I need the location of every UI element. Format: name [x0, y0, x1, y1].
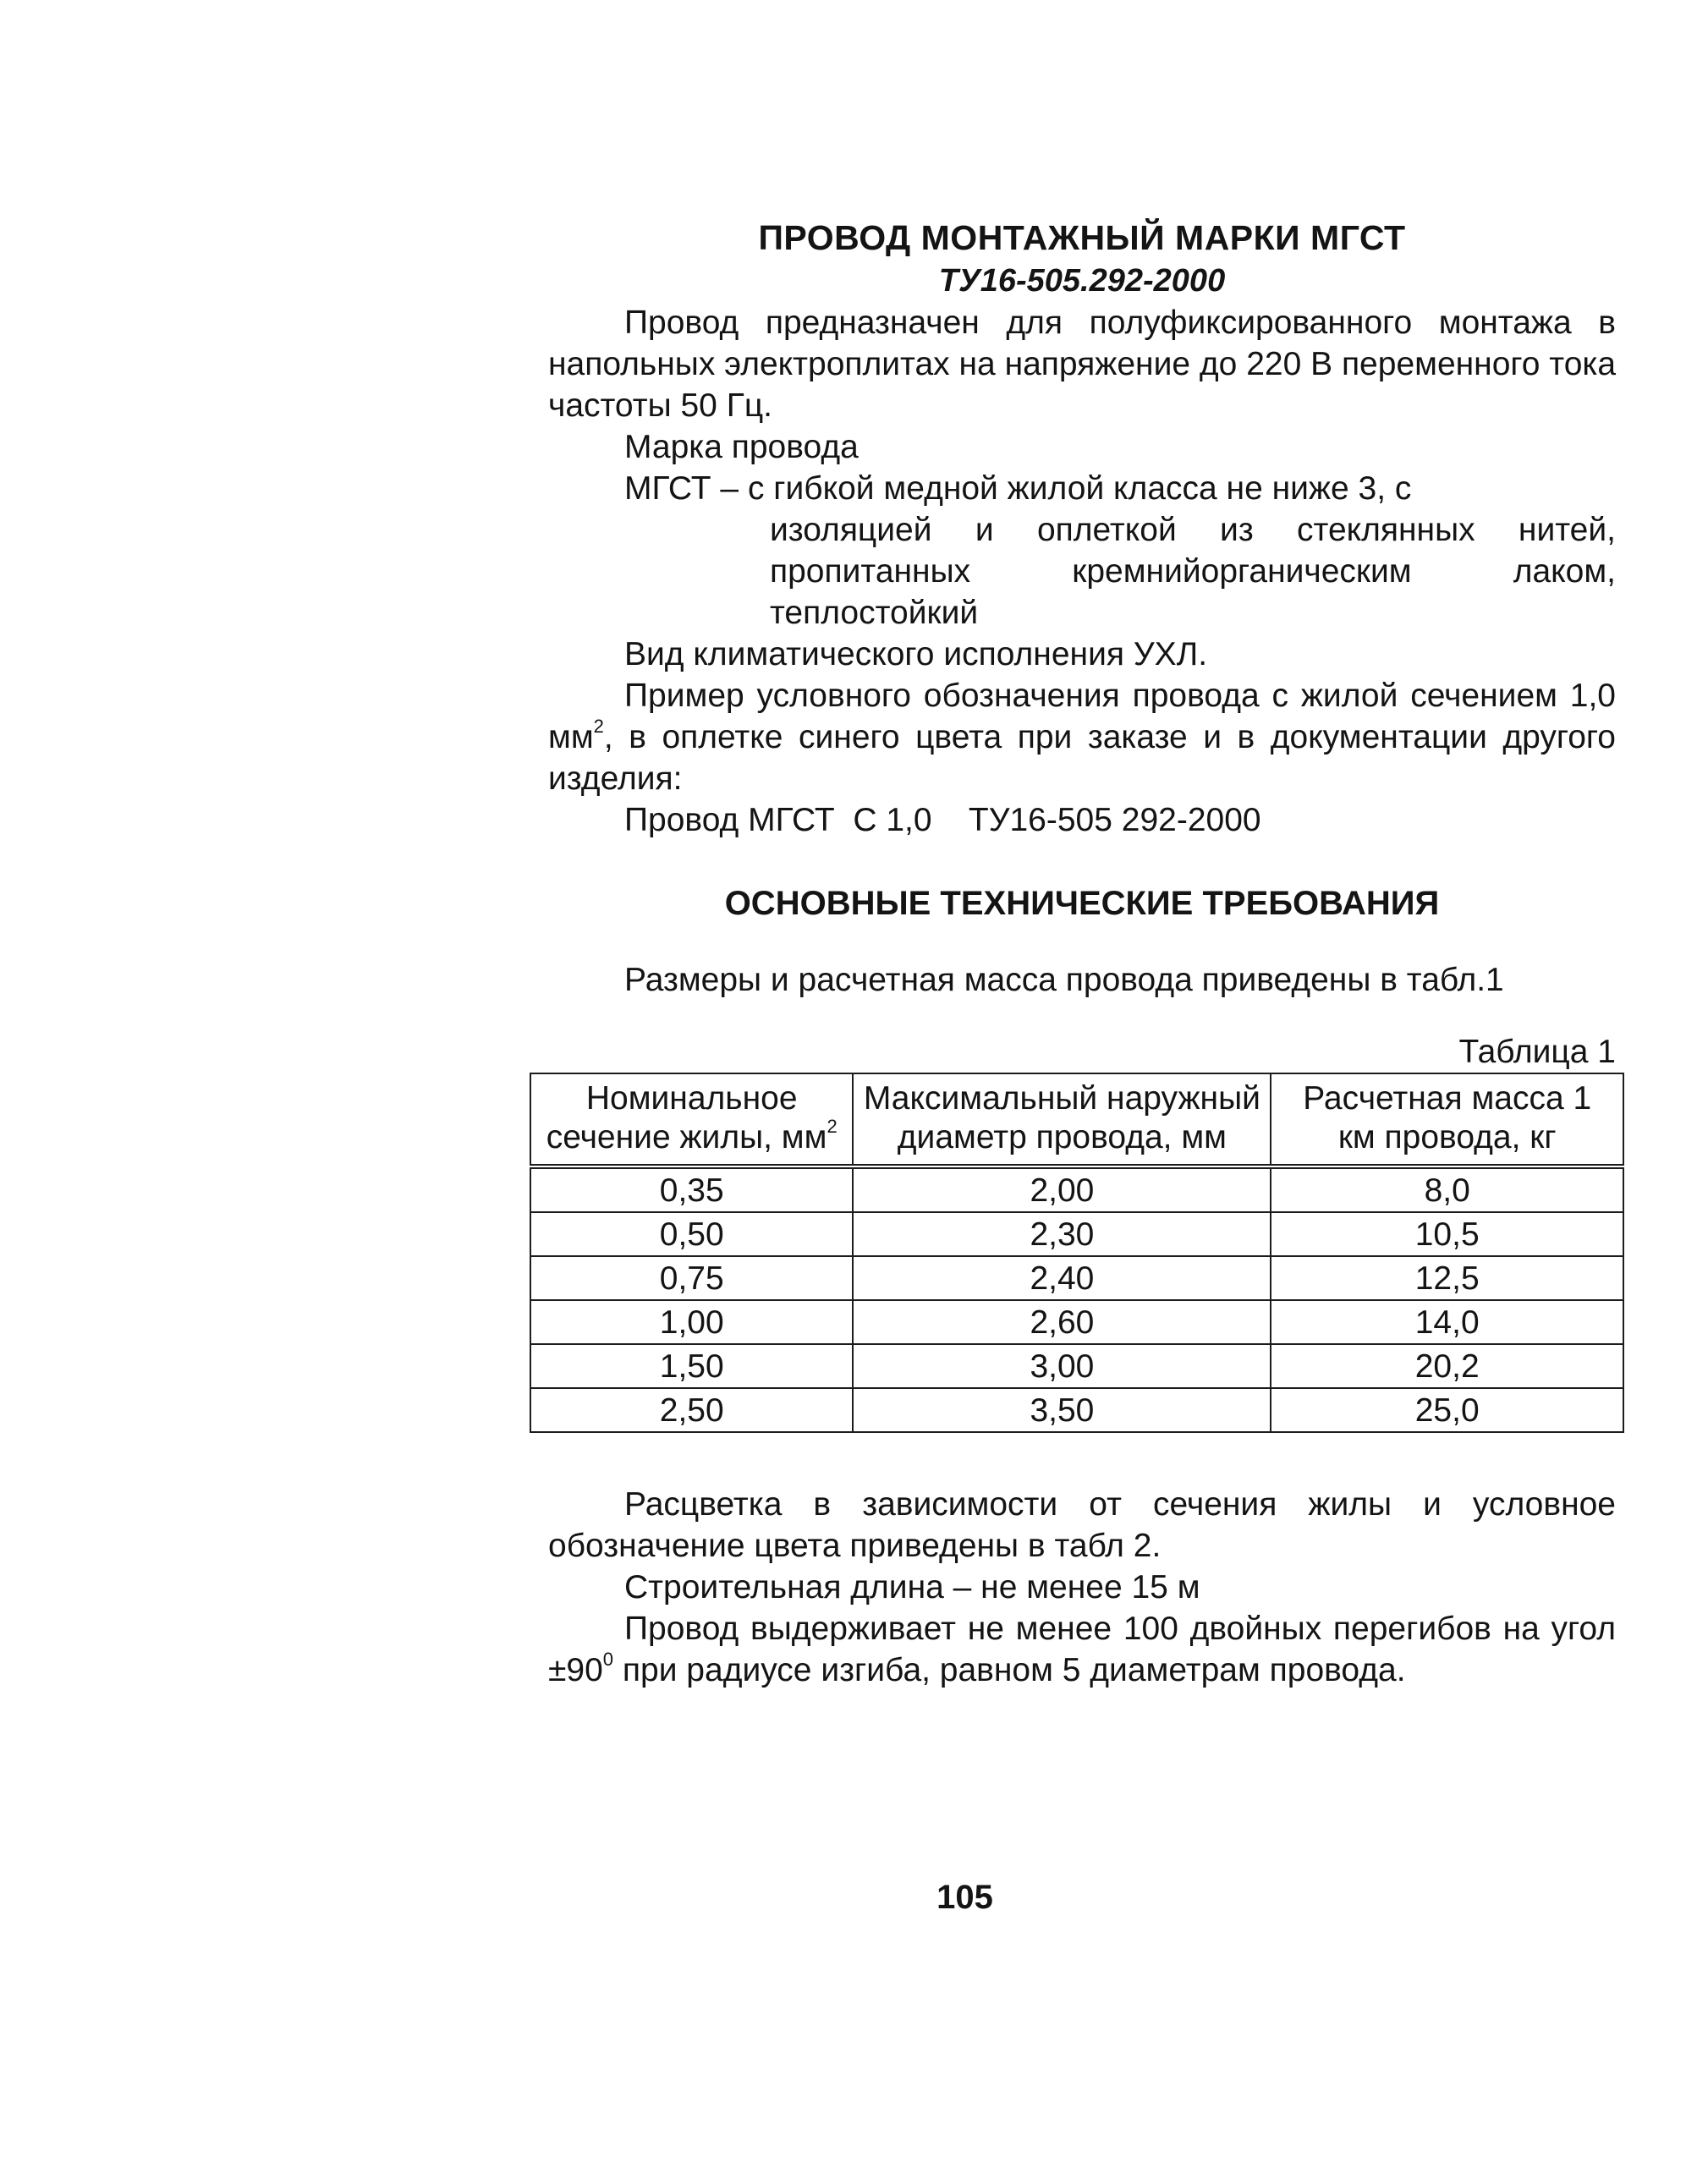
- brand-heading: Марка провода: [624, 429, 859, 465]
- cell-diameter: 3,50: [853, 1388, 1271, 1432]
- cell-mass: 20,2: [1271, 1344, 1623, 1388]
- cell-section: 0,50: [530, 1212, 853, 1256]
- cell-mass: 12,5: [1271, 1256, 1623, 1300]
- example-paragraph: [548, 675, 1616, 799]
- climate-paragraph: Вид климатического исполнения УХЛ.: [624, 636, 1208, 672]
- colour-paragraph: Расцветка в зависимости от сечения жилы и условное обозначение цвета приведены в табл 2.: [548, 1486, 1616, 1564]
- header-calculated-mass: Расчетная масса 1 км провода, кг: [1271, 1073, 1623, 1166]
- cell-mass: 10,5: [1271, 1212, 1623, 1256]
- cell-section: 1,50: [530, 1344, 853, 1388]
- example-text-part2: , в оплетке синего цвета при заказе и в документации другого изделия:: [548, 719, 1616, 797]
- cell-diameter: 2,30: [853, 1212, 1271, 1256]
- length-paragraph: Строительная длина – не менее 15 м: [624, 1569, 1200, 1605]
- table-row: [530, 1300, 1623, 1344]
- cell-mass: 25,0: [1271, 1388, 1623, 1432]
- document-title: ПРОВОД МОНТАЖНЫЙ МАРКИ МГСТ: [758, 218, 1406, 257]
- table-intro: Размеры и расчетная масса провода приведены в табл.1: [624, 962, 1504, 998]
- brand-definition: [548, 468, 1616, 509]
- brand-name: МГСТ: [624, 470, 711, 507]
- cell-mass: 14,0: [1271, 1300, 1623, 1344]
- section-title: ОСНОВНЫЕ ТЕХНИЧЕСКИЕ ТРЕБОВАНИЯ: [724, 885, 1440, 922]
- bend-superscript: 0: [602, 1649, 614, 1670]
- example-text-part1: Пример условного обозначения провода с жилой сечением 1,0 мм: [548, 678, 1616, 755]
- header-nominal-section-text: Номинальное сечение жилы, мм: [546, 1080, 827, 1155]
- bend-text-part2: при радиусе изгиба, равном 5 диаметрам провода.: [613, 1652, 1406, 1688]
- example-superscript: 2: [593, 716, 604, 737]
- bend-text-part1: Провод выдерживает не менее 100 двойных перегибов на угол ±90: [548, 1611, 1616, 1688]
- header-nominal-section-superscript: 2: [827, 1116, 838, 1137]
- table-row: [530, 1166, 1623, 1212]
- bend-paragraph: [548, 1608, 1616, 1691]
- header-nominal-section: [530, 1073, 853, 1166]
- table-header-row: [530, 1073, 1623, 1166]
- brand-description-first: с гибкой медной жилой класса не ниже 3, с: [747, 470, 1412, 507]
- header-max-diameter: Максимальный наружный диаметр провода, мм: [853, 1073, 1271, 1166]
- specification-number: ТУ16-505.292-2000: [938, 263, 1226, 299]
- table-caption: Таблица 1: [1458, 1034, 1616, 1070]
- table-row: [530, 1388, 1623, 1432]
- cell-diameter: 2,60: [853, 1300, 1271, 1344]
- cell-section: 1,00: [530, 1300, 853, 1344]
- page-number: 105: [936, 1879, 993, 1916]
- wire-dimensions-table: [530, 1073, 1624, 1433]
- brand-dash: –: [720, 470, 739, 507]
- table-row: [530, 1256, 1623, 1300]
- table-row: [530, 1212, 1623, 1256]
- purpose-paragraph: Провод предназначен для полуфиксированного монтажа в напольных электроплитах на напряжение до 220 В переменного тока частоты 50 Гц.: [548, 305, 1617, 424]
- cell-section: 0,35: [530, 1166, 853, 1212]
- cell-diameter: 2,00: [853, 1166, 1271, 1212]
- cell-section: 0,75: [530, 1256, 853, 1300]
- cell-diameter: 3,00: [853, 1344, 1271, 1388]
- cell-mass: 8,0: [1271, 1166, 1623, 1212]
- example-designation: Провод МГСТ С 1,0 ТУ16-505 292-2000: [624, 802, 1261, 838]
- brand-description-rest: изоляцией и оплеткой из стеклянных нитей, пропитанных кремнийорганическим лаком, теплостойкий: [770, 512, 1616, 631]
- after-table-text: [548, 1484, 1616, 1691]
- cell-section: 2,50: [530, 1388, 853, 1432]
- document-page: [548, 216, 1616, 1691]
- table-row: [530, 1344, 1623, 1388]
- cell-diameter: 2,40: [853, 1256, 1271, 1300]
